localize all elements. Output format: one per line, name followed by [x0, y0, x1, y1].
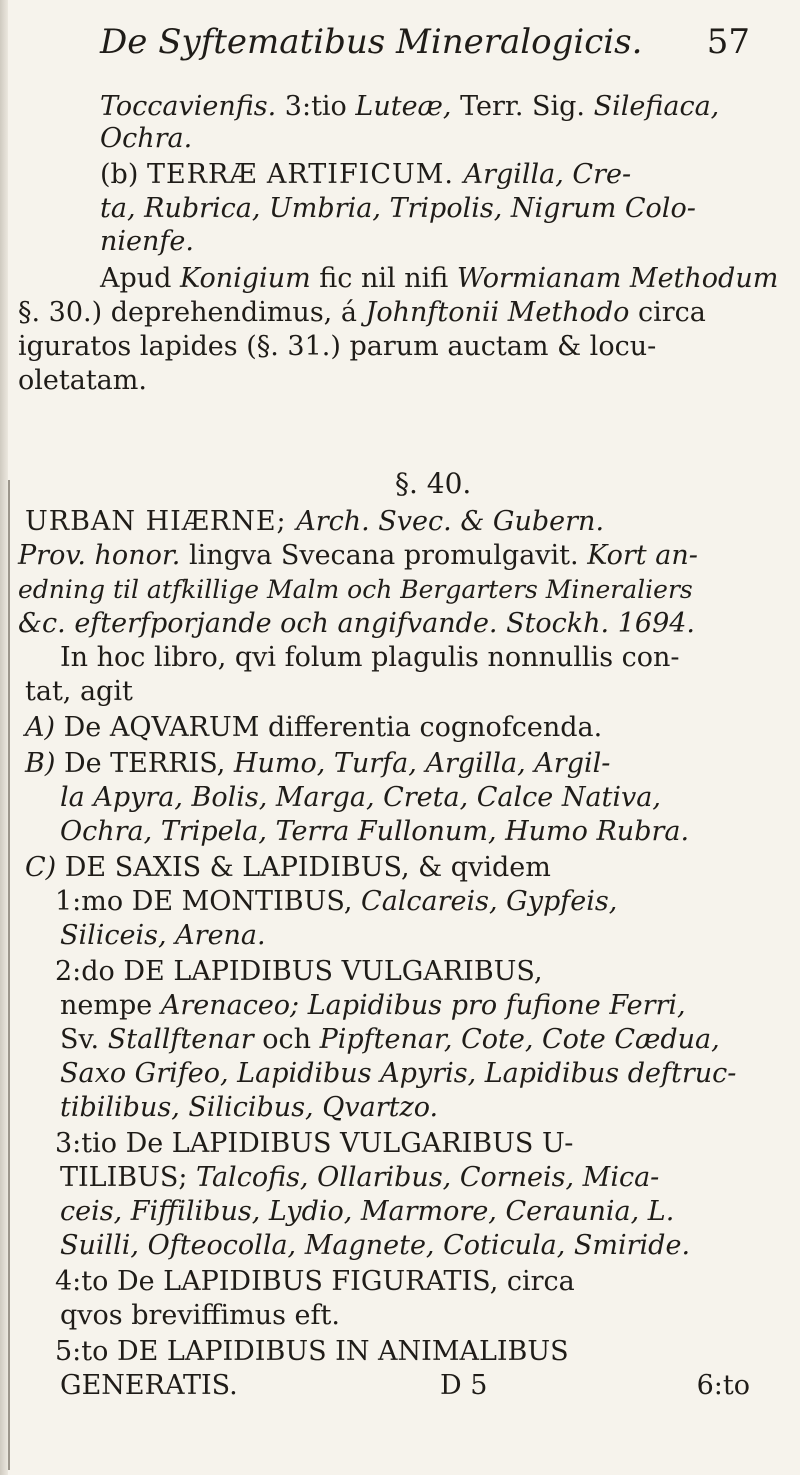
italic-text: Ochra, Tripela, Terra Fullonum, Humo Rubra.	[60, 816, 690, 847]
italic-text: Calcareis, Gypfeis,	[361, 886, 618, 917]
text-line	[60, 641, 680, 675]
list-marker: A)	[25, 712, 64, 743]
italic-text: Suilli, Ofteocolla, Magnete, Coticula, Smiride.	[60, 1230, 691, 1261]
italic-text: la Apyra, Bolis, Marga, Creta, Calce Nativa,	[60, 782, 661, 813]
italic-text: Toccavienfis.	[100, 91, 277, 122]
italic-text: ta, Rubrica, Umbria, Tripolis, Nigrum Colo-	[100, 193, 696, 224]
text-line	[55, 885, 617, 919]
roman-text: In hoc libro, qvi folum plagulis nonnullis con-	[60, 642, 680, 673]
italic-text: Saxo Grifeo, Lapidibus Apyris, Lapidibus deftruc-	[60, 1058, 737, 1089]
italic-text: nienfe.	[100, 226, 194, 257]
roman-text: 2:do DE LAPIDIBUS VULGARIBUS,	[55, 956, 543, 987]
section-heading-line	[100, 158, 631, 192]
list-marker: B)	[25, 748, 64, 779]
text-line	[100, 90, 719, 124]
roman-text: GENERATIS.	[60, 1370, 238, 1401]
text-line	[25, 505, 604, 539]
text-line	[60, 989, 686, 1023]
roman-text: De AQVARUM differentia cognofcenda.	[63, 712, 603, 743]
text-line	[100, 122, 192, 156]
roman-text: iguratos lapides (§. 31.) parum auctam & locu-	[18, 331, 657, 362]
running-header	[100, 22, 750, 72]
italic-text: Johnftonii Methodo	[365, 297, 630, 328]
roman-text: lingva Svecana promulgavit.	[180, 540, 588, 571]
italic-text: Pipftenar, Cote, Cote Cædua,	[319, 1024, 720, 1055]
list-item	[25, 711, 602, 745]
text-line	[18, 296, 706, 330]
text-line	[100, 225, 194, 259]
roman-text: TILIBUS;	[60, 1162, 197, 1193]
roman-text: tat, agit	[25, 676, 133, 707]
text-line	[18, 539, 698, 573]
roman-text: 3:tio	[276, 91, 356, 122]
italic-text: Stallftenar	[107, 1024, 254, 1055]
text-line	[60, 815, 689, 849]
text-line	[25, 675, 133, 709]
header-title: De Syftematibus Mineralogicis.	[100, 22, 643, 62]
text-line	[55, 1127, 573, 1161]
italic-text: ceis, Fiffilibus, Lydio, Marmore, Ceraunia, L.	[60, 1196, 675, 1227]
text-line	[60, 1195, 674, 1229]
italic-text: Argilla, Cre-	[463, 159, 632, 190]
text-line	[60, 1091, 438, 1125]
roman-text: DE SAXIS & LAPIDIBUS, & qvidem	[64, 852, 551, 883]
text-line	[60, 1299, 340, 1333]
text-line	[55, 1265, 575, 1299]
roman-text: oletatam.	[18, 365, 147, 396]
text-line	[18, 607, 695, 641]
italic-text: Arenaceo; Lapidibus pro fufione Ferri,	[160, 990, 686, 1021]
signature-mark: D 5	[440, 1370, 488, 1401]
text-line	[18, 573, 693, 607]
roman-text: Terr. Sig.	[451, 91, 594, 122]
text-line	[18, 330, 656, 364]
author-name: URBAN HIÆRNE;	[25, 506, 297, 537]
catchword-line	[60, 1369, 750, 1403]
italic-text: Siliceis, Arena.	[60, 920, 266, 951]
page-number: 57	[706, 22, 750, 62]
roman-text: 4:to De LAPIDIBUS FIGURATIS, circa	[55, 1266, 575, 1297]
page-edge-shadow	[0, 0, 8, 1475]
italic-text: Luteæ,	[355, 91, 452, 122]
text-line	[18, 364, 147, 398]
italic-text: Ochra.	[100, 123, 193, 154]
roman-text: 1:mo DE MONTIBUS,	[55, 886, 362, 917]
roman-text: §. 30.) deprehendimus, á	[18, 297, 366, 328]
list-marker: (b)	[100, 159, 147, 190]
text-line	[60, 919, 266, 953]
roman-text: nempe	[60, 990, 161, 1021]
roman-text: De TERRIS,	[63, 748, 234, 779]
italic-text: Humo, Turfa, Argilla, Argil-	[233, 748, 611, 779]
roman-text: 5:to DE LAPIDIBUS IN ANIMALIBUS	[55, 1336, 569, 1367]
italic-text: Wormianam Methodum	[456, 263, 779, 294]
text-line	[60, 1229, 690, 1263]
list-marker: C)	[25, 852, 65, 883]
italic-text: &c. efterfporjande och angifvande. Stockh. 1694.	[18, 608, 696, 639]
roman-text: och	[253, 1024, 320, 1055]
margin-rule	[8, 480, 10, 1470]
italic-text: Kort an-	[587, 540, 698, 571]
text-line	[60, 1161, 659, 1195]
roman-text: 3:tio De LAPIDIBUS VULGARIBUS U-	[55, 1128, 574, 1159]
text-line	[60, 1057, 736, 1091]
italic-text: tibilibus, Silicibus, Qvartzo.	[60, 1092, 439, 1123]
catchword: 6:to	[696, 1370, 750, 1401]
italic-text: Arch. Svec. & Gubern.	[296, 506, 605, 537]
text-line	[60, 781, 661, 815]
text-line	[55, 1335, 569, 1369]
section-number-text: §. 40.	[395, 467, 472, 500]
list-item	[25, 851, 551, 885]
section-number	[395, 467, 471, 500]
roman-text: circa	[629, 297, 706, 328]
italic-text: Talcofis, Ollaribus, Corneis, Mica-	[196, 1162, 660, 1193]
italic-text: Prov. honor.	[18, 540, 181, 571]
roman-text: Apud	[100, 263, 181, 294]
text-line	[55, 955, 543, 989]
text-line	[100, 192, 696, 226]
roman-text: qvos breviffimus eft.	[60, 1300, 340, 1331]
italic-text: edning til atfkillige Malm och Bergarters Mineraliers	[18, 575, 693, 604]
text-line	[100, 262, 778, 296]
italic-text: Silefiaca,	[593, 91, 720, 122]
list-item	[25, 747, 610, 781]
roman-text: Sv.	[60, 1024, 108, 1055]
italic-text: Konigium	[180, 263, 311, 294]
roman-text: fic nil nifi	[310, 263, 457, 294]
text-line	[60, 1023, 720, 1057]
section-heading: TERRÆ ARTIFICUM.	[146, 159, 464, 190]
